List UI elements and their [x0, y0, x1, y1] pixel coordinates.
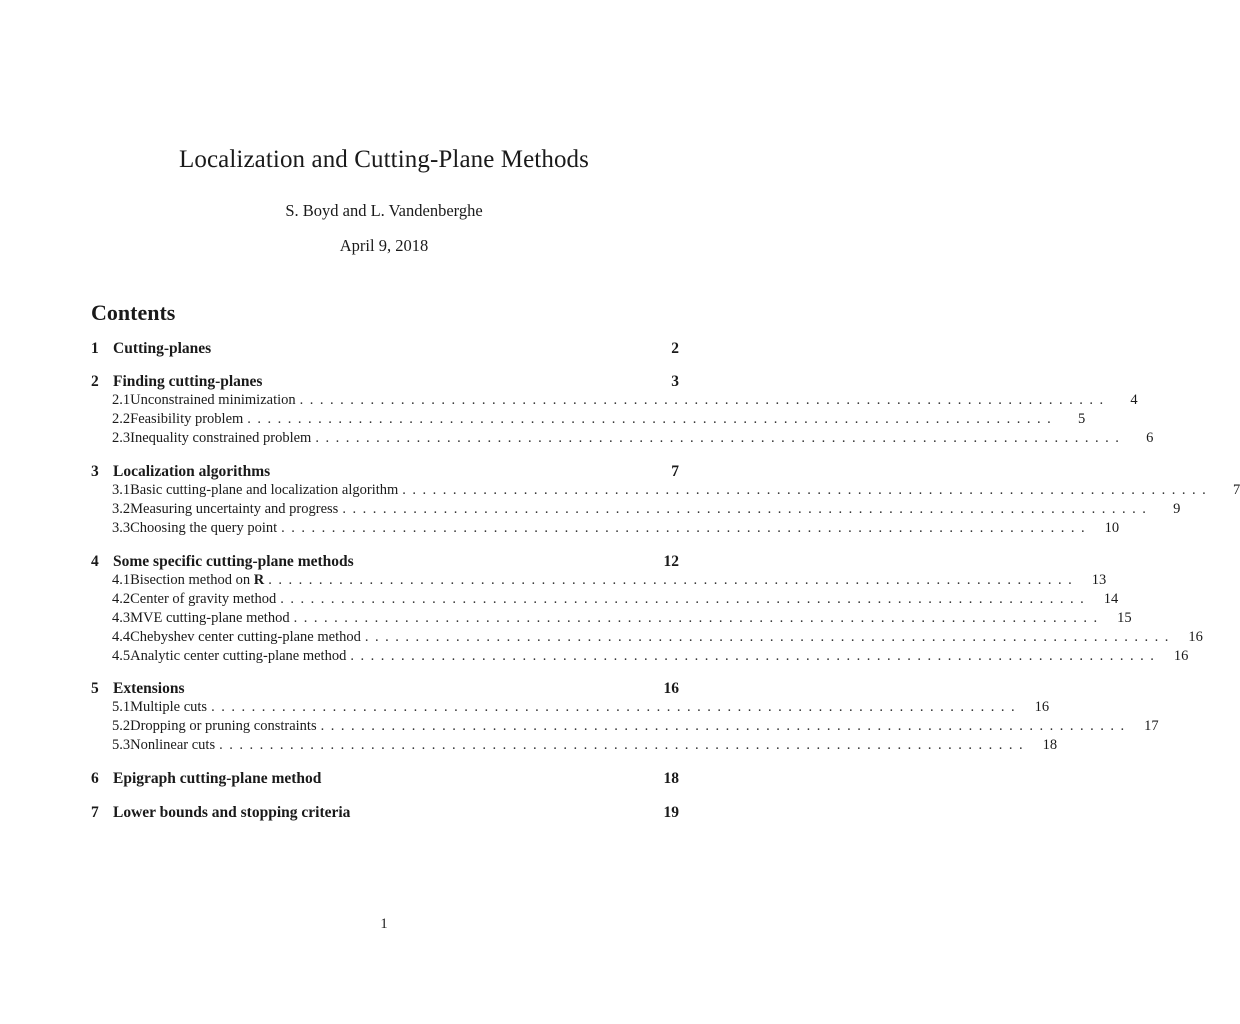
toc-entry-number: 3 — [91, 463, 99, 480]
toc-section[interactable] — [91, 463, 679, 482]
toc-entry-label-text: Basic cutting-plane and localization algorithm — [130, 482, 399, 498]
toc-entry-number: 5 — [91, 680, 99, 697]
toc-entry-label-text: Choosing the query point — [130, 520, 278, 536]
toc-entry-label-text: Finding cutting-planes — [113, 373, 263, 390]
toc-entry-page: 16 — [663, 680, 679, 697]
toc-entry-page: 16 — [1034, 699, 1050, 715]
toc-entry-page: 16 — [1173, 648, 1189, 664]
toc-entry-page: 4 — [1130, 392, 1138, 408]
toc-entry-number: 2 — [91, 373, 99, 390]
toc-entry-number: 7 — [91, 804, 99, 821]
toc-section[interactable] — [91, 340, 679, 359]
toc-entry-page: 5 — [1078, 411, 1086, 427]
toc-entry-page: 9 — [1173, 501, 1181, 517]
toc-entry-label — [130, 430, 311, 447]
toc-entry-label — [130, 699, 207, 716]
toc-entry-page: 13 — [1091, 572, 1107, 588]
toc-entry-label-text: Multiple cuts — [130, 699, 208, 715]
toc-entry-label-text: Some specific cutting-plane methods — [113, 553, 354, 570]
toc-entry-number: 3.1 — [112, 482, 131, 498]
toc-entry-page: 6 — [1146, 430, 1154, 446]
toc-entry-label — [113, 340, 211, 358]
toc-entry-number: 1 — [91, 340, 99, 357]
toc-entry-page: 16 — [1188, 629, 1203, 645]
toc-entry-page: 12 — [663, 553, 679, 570]
toc-dot-leader: ................................................................................ — [342, 501, 1153, 517]
document-title: Localization and Cutting-Plane Methods — [179, 146, 589, 173]
toc-entry-number: 5.3 — [112, 737, 131, 753]
page-number: 1 — [380, 916, 388, 932]
toc-dot-leader: ................................................................................ — [315, 430, 1126, 446]
toc-subsection[interactable] — [91, 699, 1050, 718]
toc-entry-label — [113, 804, 350, 822]
toc-entry-label — [113, 770, 321, 788]
toc-entry-label-text: Localization algorithms — [113, 463, 271, 480]
toc-subsection[interactable] — [91, 648, 1189, 667]
toc-entry-page: 14 — [1103, 591, 1119, 607]
toc-entry-label — [113, 553, 354, 571]
toc-entry-number: 4.4 — [112, 629, 131, 645]
toc-subsection[interactable] — [91, 501, 1181, 520]
toc-entry-label — [113, 463, 270, 481]
toc-entry-label — [130, 501, 338, 518]
toc-entry-label-text: Epigraph cutting-plane method — [113, 770, 322, 787]
toc-subsection[interactable] — [91, 737, 1058, 756]
toc-entry-number: 2.1 — [112, 392, 131, 408]
toc-entry-page: 19 — [663, 804, 679, 821]
toc-entry-page: 3 — [671, 373, 679, 390]
toc-dot-leader: ................................................................................ — [350, 648, 1161, 664]
toc-entry-label — [130, 629, 361, 646]
toc-entry-page: 18 — [1042, 737, 1058, 753]
toc-entry-page: 2 — [671, 340, 679, 357]
toc-entry-label — [130, 411, 243, 428]
toc-entry-label — [130, 737, 215, 754]
toc-subsection[interactable] — [91, 629, 1203, 648]
toc-section[interactable] — [91, 804, 679, 823]
toc-subsection[interactable] — [91, 572, 1107, 591]
toc-entry-number: 6 — [91, 770, 99, 787]
toc-entry-number: 4.3 — [112, 610, 131, 626]
toc-entry-number: 4.5 — [112, 648, 131, 664]
toc-entry-number: 2.2 — [112, 411, 131, 427]
toc-subsection[interactable] — [91, 411, 1086, 430]
toc-entry-page: 18 — [663, 770, 679, 787]
document-date: April 9, 2018 — [339, 236, 429, 255]
toc-subsection[interactable] — [91, 520, 1120, 539]
toc-entry-number: 2.3 — [112, 430, 131, 446]
toc-subsection[interactable] — [91, 610, 1132, 629]
toc-entry-label — [130, 718, 316, 735]
toc-entry-label-math: R — [253, 572, 265, 588]
toc-dot-leader: ................................................................................ — [299, 392, 1110, 408]
toc-dot-leader: ................................................................................ — [293, 610, 1104, 626]
document-authors: S. Boyd and L. Vandenberghe — [285, 201, 483, 220]
toc-entry-label-text: Lower bounds and stopping criteria — [113, 804, 351, 821]
toc-entry-number: 4.2 — [112, 591, 131, 607]
toc-entry-label — [130, 520, 277, 537]
toc-entry-label — [130, 392, 296, 409]
toc-subsection[interactable] — [91, 392, 1138, 411]
toc-entry-label-text: Analytic center cutting-plane method — [130, 648, 347, 664]
toc-dot-leader: ................................................................................ — [281, 520, 1092, 536]
toc-section[interactable] — [91, 373, 679, 392]
toc-subsection[interactable] — [91, 591, 1119, 610]
toc-dot-leader: ................................................................................ — [320, 718, 1131, 734]
toc-entry-page: 10 — [1104, 520, 1120, 536]
toc-entry-number: 3.3 — [112, 520, 131, 536]
toc-section[interactable] — [91, 553, 679, 572]
toc-dot-leader: ................................................................................ — [268, 572, 1079, 588]
toc-entry-label-text: Center of gravity method — [130, 591, 277, 607]
toc-entry-label — [130, 610, 289, 627]
contents-heading: Contents — [91, 300, 176, 325]
toc-entry-label — [130, 572, 264, 589]
toc-entry-label — [113, 373, 262, 391]
toc-entry-label-text: Feasibility problem — [130, 411, 244, 427]
toc-entry-label — [130, 648, 346, 665]
toc-entry-page: 7 — [671, 463, 679, 480]
toc-entry-label-text: Cutting-planes — [113, 340, 212, 357]
toc-subsection[interactable] — [91, 718, 1159, 737]
toc-section[interactable] — [91, 770, 679, 789]
toc-entry-number: 4.1 — [112, 572, 131, 588]
toc-dot-leader: ................................................................................ — [364, 629, 1175, 645]
toc-entry-page: 17 — [1144, 718, 1159, 734]
toc-entry-label-text: Chebyshev center cutting-plane method — [130, 629, 361, 645]
toc-entry-label — [130, 591, 276, 608]
toc-entry-label-text: Inequality constrained problem — [130, 430, 312, 446]
toc-entry-label-text: Dropping or pruning constraints — [130, 718, 317, 734]
toc-entry-label-text: MVE cutting-plane method — [130, 610, 290, 626]
toc-entry-label — [130, 482, 398, 499]
toc-entry-label-text: Measuring uncertainty and progress — [130, 501, 339, 517]
toc-section[interactable] — [91, 680, 679, 699]
toc-entry-page: 7 — [1233, 482, 1240, 498]
toc-entry-label-text: Nonlinear cuts — [130, 737, 216, 753]
toc-entry-number: 5.1 — [112, 699, 131, 715]
toc-dot-leader: ................................................................................ — [247, 411, 1058, 427]
toc-entry-number: 5.2 — [112, 718, 131, 734]
toc-dot-leader: ................................................................................ — [402, 482, 1213, 498]
toc-entry-page: 15 — [1117, 610, 1132, 626]
toc-subsection[interactable] — [91, 482, 1240, 501]
toc-entry-label-text: Unconstrained minimization — [130, 392, 296, 408]
toc-subsection[interactable] — [91, 430, 1154, 449]
toc-entry-label-text: Extensions — [113, 680, 185, 697]
toc-entry-label-text: Bisection method on — [130, 572, 254, 588]
toc-dot-leader: ................................................................................ — [219, 737, 1030, 753]
toc-entry-number: 3.2 — [112, 501, 131, 517]
toc-dot-leader: ................................................................................ — [211, 699, 1022, 715]
toc-entry-number: 4 — [91, 553, 99, 570]
toc-entry-label — [113, 680, 185, 698]
toc-dot-leader: ................................................................................ — [280, 591, 1091, 607]
